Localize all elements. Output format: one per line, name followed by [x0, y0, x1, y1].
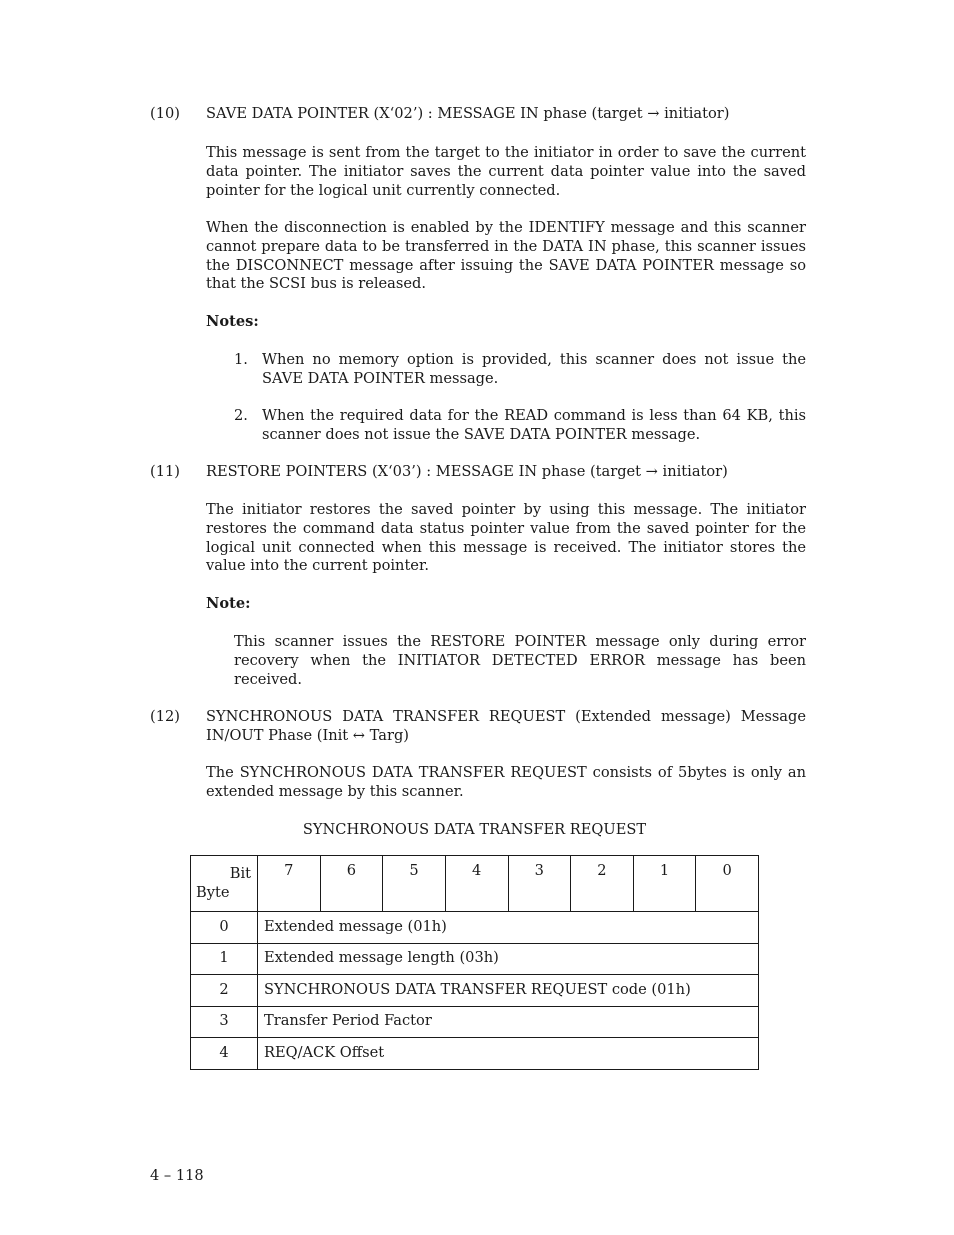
bit-header: 5	[383, 856, 446, 912]
note-label: Note:	[206, 595, 251, 612]
paragraph: When the disconnection is enabled by the IDENTIFY message and this scanner cannot prepare data to be transferred in the DATA IN phase, this scanner issues the DISCONNECT message after issuing the SAVE DATA POINTER message so that the SCSI bus is released.	[206, 219, 806, 293]
table-row	[191, 1006, 759, 1038]
paragraph: The initiator restores the saved pointer by using this message. The initiator restores the command data status pointer value from the saved pointer for the logical unit connected when this message is received. The initiator stores the value into the current pointer.	[206, 501, 806, 575]
field-description: REQ/ACK Offset	[258, 1038, 759, 1070]
bit-header: 4	[445, 856, 508, 912]
field-description: SYNCHRONOUS DATA TRANSFER REQUEST code (01h)	[258, 975, 759, 1007]
note-text: This scanner issues the RESTORE POINTER message only during error recovery when the INITIATOR DETECTED ERROR message has been received.	[234, 633, 806, 688]
byte-number: 4	[191, 1038, 258, 1070]
paragraph: This message is sent from the target to the initiator in order to save the current data pointer. The initiator saves the current data pointer value into the saved pointer for the logical unit currently connected.	[206, 144, 806, 199]
section-heading: RESTORE POINTERS (X‘03’) : MESSAGE IN phase (target → initiator)	[206, 463, 728, 480]
section-heading: SAVE DATA POINTER (X‘02’) : MESSAGE IN phase (target → initiator)	[206, 105, 730, 122]
field-description: Extended message (01h)	[258, 912, 759, 944]
table-title: SYNCHRONOUS DATA TRANSFER REQUEST	[302, 821, 647, 838]
bit-header: 2	[571, 856, 634, 912]
byte-number: 3	[191, 1006, 258, 1038]
note-text: When no memory option is provided, this scanner does not issue the SAVE DATA POINTER message.	[262, 351, 806, 387]
section-number: (12)	[150, 708, 180, 725]
bit-label: Bit	[229, 865, 251, 882]
paragraph: The SYNCHRONOUS DATA TRANSFER REQUEST consists of 5bytes is only an extended message by this scanner.	[206, 764, 806, 800]
note-number: 2.	[234, 407, 248, 424]
note-text: When the required data for the READ command is less than 64 KB, this scanner does not issue the SAVE DATA POINTER message.	[262, 407, 806, 443]
section-heading: SYNCHRONOUS DATA TRANSFER REQUEST (Extended message) Message IN/OUT Phase (Init ↔ Targ)	[206, 708, 806, 744]
table-row	[191, 943, 759, 975]
field-description: Extended message length (03h)	[258, 943, 759, 975]
sync-transfer-request-table	[190, 855, 759, 1070]
bit-header: 7	[258, 856, 321, 912]
table-row	[191, 912, 759, 944]
byte-number: 1	[191, 943, 258, 975]
field-description: Transfer Period Factor	[258, 1006, 759, 1038]
bit-header: 0	[696, 856, 759, 912]
table-row	[191, 975, 759, 1007]
table-row	[191, 1038, 759, 1070]
bit-header: 1	[633, 856, 696, 912]
bit-header: 6	[320, 856, 383, 912]
page-number: 4 – 118	[150, 1167, 204, 1184]
bit-header: 3	[508, 856, 571, 912]
section-number: (10)	[150, 105, 180, 122]
byte-label: Byte	[196, 884, 230, 901]
notes-label: Notes:	[206, 313, 259, 330]
section-number: (11)	[150, 463, 180, 480]
corner-cell	[191, 856, 258, 912]
byte-number: 2	[191, 975, 258, 1007]
byte-number: 0	[191, 912, 258, 944]
note-number: 1.	[234, 351, 248, 368]
table-header-row	[191, 856, 759, 912]
